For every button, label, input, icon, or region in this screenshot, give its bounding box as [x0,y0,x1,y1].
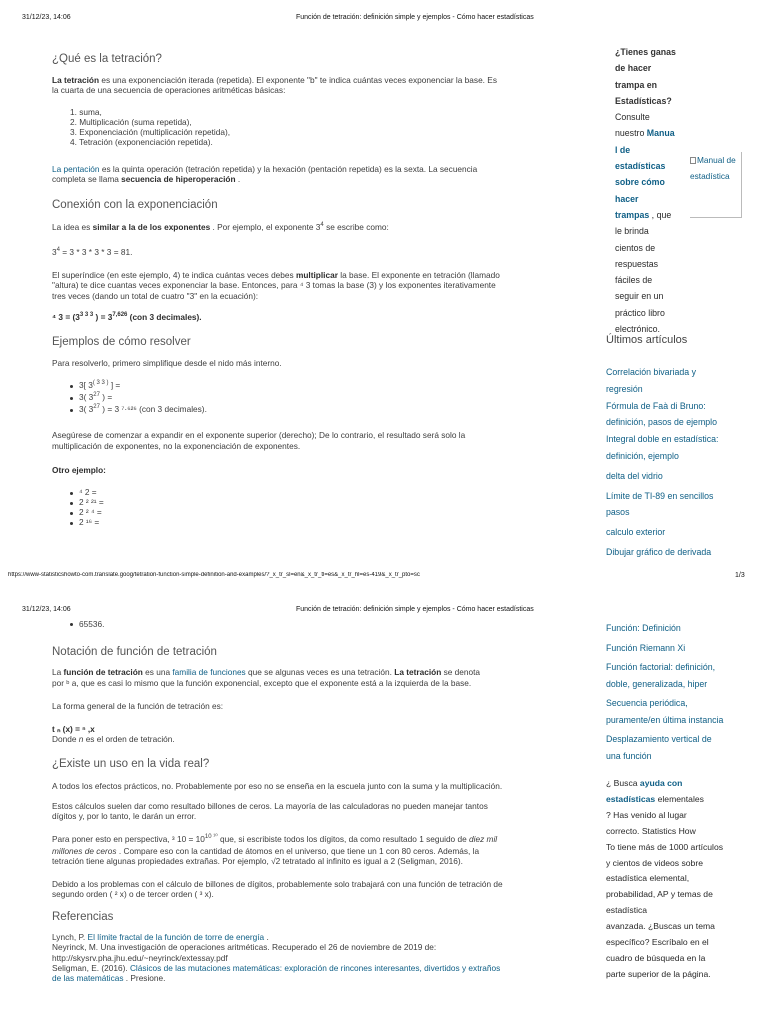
article-link[interactable]: regresión [606,383,643,394]
promo-line[interactable]: l de [615,144,631,155]
paragraph-problemas: Debido a los problemas con el cálculo de billones de dígitos, probablemente solo trabajará con una función de tetración de segundo orden ( ² x) o de tercer orden ( ³ x). [52,878,503,899]
promo-line[interactable]: trampas , que [615,209,672,220]
promo-line: práctico libro [615,307,665,318]
heading-notacion: Notación de función de tetración [52,646,217,659]
heading-uso: ¿Existe un uso en la vida real? [52,757,210,770]
paragraph-efectos: A todos los efectos prácticos, no. Probablemente por eso no se enseña en la escuela junto con la suma y la multiplicación. [52,780,503,791]
heading-que-es: ¿Qué es la tetración? [52,53,162,65]
article-link[interactable]: definición, ejemplo [606,450,679,461]
article-link[interactable]: pasos [606,507,630,518]
list-item: 3( $3^{27}$ ) = [70,392,572,404]
promo-line: de hacer [615,63,652,74]
manual-link[interactable]: Manua [646,128,675,139]
article-link[interactable]: una función [606,750,652,761]
list-item: 65536. [70,619,572,629]
article-link[interactable]: Fórmula de Faà di Bruno: [606,400,706,411]
equation-tetration: ⁴ $3 = (3^{3 3 3}$ ) = $3^{7,626}$ (con 3 decimales). [52,311,202,322]
promo-line: le brinda [615,226,649,237]
list-item: 2 ¹⁶ = [70,517,572,527]
list-item: 2. Multiplicación (suma repetida), [70,116,192,127]
otro-list [70,487,572,527]
article-link[interactable]: Función: Definición [606,623,681,633]
heading-otro-ejemplo: Otro ejemplo: [52,465,106,476]
article-link[interactable]: Dibujar gráfico de derivada [606,546,712,557]
promo-line: electrónico. [615,324,660,335]
promo-line: seguir en un [615,291,664,302]
help-link[interactable]: estadísticas [606,793,656,804]
familia-link[interactable]: familia de funciones [172,667,246,678]
reference-item: Neyrinck, M. Una investigación de operaciones aritméticas. Recuperado el 26 de noviembre de 2019 de: http://skysrv.pha.jhu.edu/~neyrinck/extessay.pdf [52,942,437,963]
list-item: 3[ $3^{( 3 3 )}$ ] = [70,380,572,392]
list-item: ⁴ 2 = [70,487,572,497]
promo-line[interactable]: hacer [615,193,639,204]
article-link[interactable]: Integral doble en estadística: [606,434,719,445]
paragraph-asegurese: Asegúrese de comenzar a expandir en el exponente superior (derecho); De lo contrario, el resultado será solo la multiplicación de exponentes, no la exponenciación de exponentes. [52,430,466,451]
promo-line: respuestas [615,258,659,269]
paragraph-idea: La idea es similar a la de los exponentes . Por ejemplo, el exponente $3^4$ se escribe como: [52,222,389,233]
equation-power: $3^4 = 3 * 3 * 3 * 3 = 81$. [52,246,133,257]
heading-ejemplos: Ejemplos de cómo resolver [52,336,191,349]
pentacion-link[interactable]: La pentación [52,163,100,174]
paragraph-perspectiva: Para poner esto en perspectiva, ³ $10 = 10^{10 ^{10}}$ que, si escribiste todos los dígitos, da como resultado 1 seguido de diez mil millones de ceros . Compare eso con la cantidad de átomos en el universo, que tiene un 1 con 80 ceros. Además, la tetración tiene algunas propiedades extrañas. Por ejemplo, √2 tetratado al infinito es igual a 2 (Seligman, 2016). [52,833,498,867]
reference-link[interactable]: Clásicos de las mutaciones matemáticas: exploración de rincones interesantes, divertidos y extraños [129,963,501,974]
latest-articles [606,364,746,561]
reference-item: Seligman, E. (2016). Clásicos de las mutaciones matemáticas: exploración de rincones interesantes, divertidos y extraños de las matemáticas . Presione. [52,963,501,984]
paragraph-pentacion: La pentación es la quinta operación (tetración repetida) y la hexación (pentación repetida) es la sexta. La secuencia completa se llama secuencia de hiperoperación . [52,163,478,185]
print-title: Función de tetración: definición simple y ejemplos - Cómo hacer estadísticas [296,14,534,21]
more-articles [606,620,751,764]
article-link[interactable]: Desplazamiento vertical de [606,734,712,744]
promo-line[interactable]: estadísticas [615,161,666,172]
print-datetime: 31/12/23, 14:06 [22,606,71,613]
promo-text [615,44,689,337]
cheat-promo [615,44,689,337]
article-link[interactable]: Límite de TI-89 en sencillos [606,490,714,501]
references-list [52,932,572,983]
list-item: 2 ² ⁴ = [70,507,572,517]
list-item: 3( $3^{27}$ ) = 3 ⁷·⁶²⁶ (con 3 decimales). [70,404,572,416]
help-promo: ¿ Busca ayuda con estadísticas elementales ? Has venido al lugar correcto. Statistics How To tiene más de 1000 artículos y cientos de videos sobre estadística elemental, probabilidad, AP y temas de estadística avanzada. ¿Buscas un tema específico? Escríbalo en el cuadro de búsqueda en la parte superior de la página. [606,778,724,979]
page-number: 1/3 [735,572,745,579]
article-link[interactable]: calculo exterior [606,527,666,538]
promo-line: ¿Tienes ganas [615,47,676,57]
promo-line: fáciles de [615,275,653,286]
operations-list [70,107,572,148]
promo-line[interactable]: nuestro Manua [615,128,675,139]
reference-link[interactable]: El límite fractal de la función de torre de energía [87,932,265,943]
heading-conexion: Conexión con la exponenciación [52,199,218,212]
help-link[interactable]: ayuda con [639,778,683,788]
paragraph-resolver: Para resolverlo, primero simplifique desde el nido más interno. [52,358,282,369]
article-link[interactable]: Función factorial: definición, [606,662,716,672]
list-item: 4. Tetración (exponenciación repetida). [70,137,213,148]
formula: t ₙ (x) = ⁿ ,x Donde n es el orden de tetración. [52,724,175,745]
article-link[interactable]: definición, pasos de ejemplo [606,417,718,428]
article-link[interactable]: doble, generalizada, hiper [606,678,708,689]
promo-line: cientos de [615,242,656,253]
article-link[interactable]: Función Riemann Xi [606,642,686,653]
print-url: https://www-statisticshowto-com.translate.goog/tetration-function-simple-definition-and-examples/?_x_tr_sl=en&_x_tr_tl=es&_x_tr_hl=es-419&_x_tr_pto=sc [8,572,420,578]
article-link[interactable]: Secuencia periódica, [606,698,688,708]
paragraph-funcion: La función de tetración es una familia de funciones que se algunas veces es una tetración. La tetración se denota por ᵇ a, que es casi lo mismo que la función exponencial, excepto que el exponente está a la izquierda de la base. [52,667,481,688]
paragraph-calculos: Estos cálculos suelen dar como resultado billones de ceros. La mayoría de las calculadoras no pueden manejar tantos dígitos y, por lo tanto, le darán un error. [52,801,488,822]
list-item: 1. suma, [70,106,102,117]
article-link[interactable]: delta del vidrio [606,470,663,481]
promo-line: trampa en [615,79,658,90]
list-item: 2 ² ²¹ = [70,497,572,507]
print-datetime: 31/12/23, 14:06 [22,14,71,21]
reference-link[interactable]: de las matemáticas [52,973,124,984]
article-column-page2 [52,619,572,984]
heading-referencias: Referencias [52,911,114,924]
manual-image[interactable]: Manual de estadística [690,152,742,218]
article-link[interactable]: puramente/en última instancia [606,714,724,725]
list-item: 3. Exponenciación (multiplicación repetida), [70,127,231,138]
paragraph-superindice: El superíndice (en este ejemplo, 4) te indica cuántas veces debes multiplicar la base. El exponente en tetración (llamado "altura) te dice cuantas veces exponenciar la base. Entonces, para ⁴ 3 tomas la base (3) y los exponentes iterativamente tres veces (dando un total de cuatro "3" en la ecuación): [52,269,500,301]
examples-list [70,380,572,416]
paragraph-forma: La forma general de la función de tetración es: [52,700,224,711]
reference-item: Lynch, P. El límite fractal de la función de torre de energía . [52,932,269,943]
paragraph-intro: La tetración es una exponenciación iterada (repetida). El exponente "b" te indica cuántas veces exponenciar la base. Es la cuarta de una secuencia de operaciones aritméticas básicas: [52,75,497,96]
promo-line: Estadísticas? [615,95,672,106]
ultimos-heading: Últimos artículos [606,334,688,346]
article-link[interactable]: Correlación bivariada y [606,367,696,377]
promo-line[interactable]: sobre cómo [615,177,665,188]
promo-line: Consulte [615,112,650,123]
broken-image-icon [690,157,696,164]
article-column-page1 [52,52,572,527]
print-title: Función de tetración: definición simple y ejemplos - Cómo hacer estadísticas [296,606,534,613]
